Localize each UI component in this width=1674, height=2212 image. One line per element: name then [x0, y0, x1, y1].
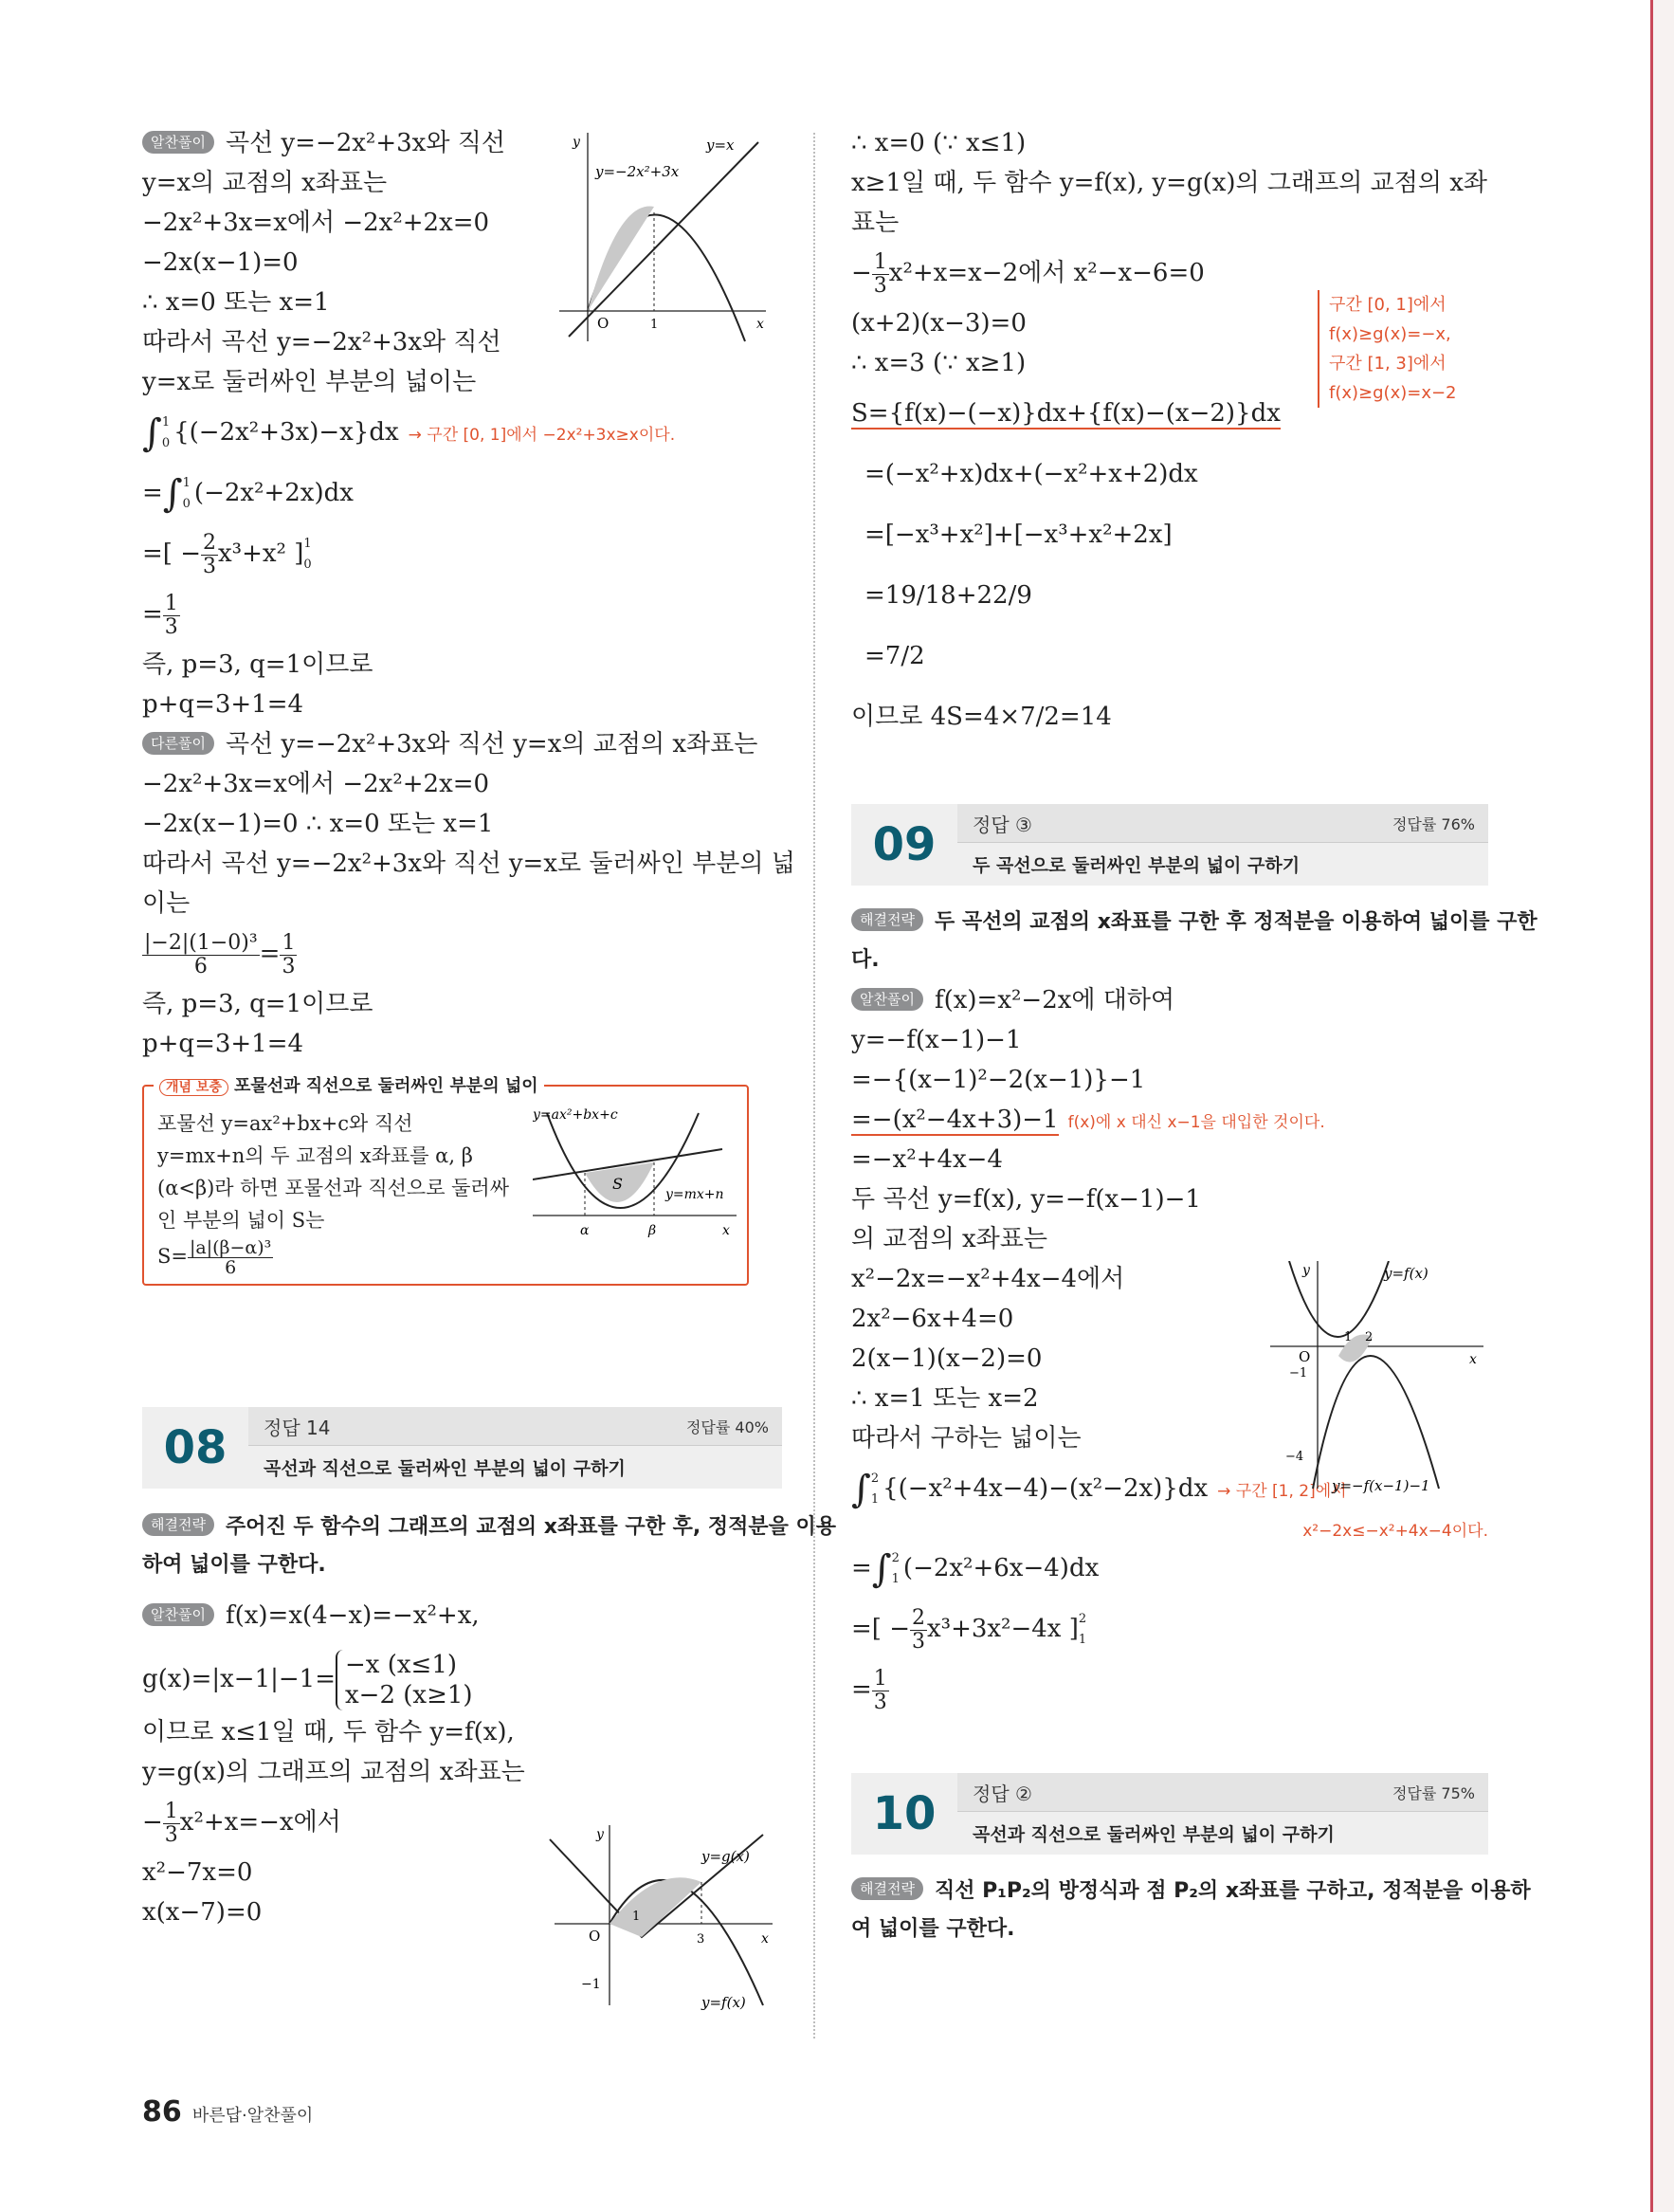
- f-definition: f(x)=x(4−x)=−x²+x,: [225, 1601, 480, 1630]
- problem-number: 08: [163, 1421, 227, 1474]
- beta-label: β: [648, 1223, 657, 1238]
- region-label: S: [612, 1175, 623, 1193]
- tick-label: 1: [632, 1910, 641, 1924]
- answer-label: 정답 ③: [973, 814, 1032, 836]
- strategy-text: 주어진 두 함수의 그래프의 교점의 x좌표를 구한 후, 정적분을 이용: [225, 1515, 837, 1539]
- text-line: p+q=3+1=4: [142, 690, 304, 719]
- text-line: 곡선 y=−2x²+3x와 직선: [225, 129, 505, 157]
- strategy-badge: 해결전략: [142, 1513, 214, 1536]
- tick-label: 3: [697, 1932, 705, 1947]
- concept-box-title: 개념 보충 포물선과 직선으로 둘러싸인 부분의 넓이: [154, 1072, 544, 1097]
- area-step: =19/18+22/9: [864, 581, 1032, 610]
- integral-line: ∫ 1 0 {(−2x²+3x)−x}dx → 구간 [0, 1]에서 −2x²+3x≥x이다.: [142, 411, 676, 455]
- strategy-text: 여 넓이를 구한다.: [851, 1917, 1015, 1941]
- line-label: y=x: [706, 137, 735, 154]
- text-line: x≥1일 때, 두 함수 y=f(x), y=g(x)의 그래프의 교점의 x좌: [851, 169, 1488, 197]
- text-line: 인 부분의 넓이 S는: [157, 1209, 325, 1232]
- solution-badge: 알찬풀이: [142, 131, 214, 154]
- y-axis-label: y: [596, 1827, 604, 1842]
- text-line: x(x−7)=0: [142, 1898, 263, 1927]
- x-axis-label: x: [1469, 1352, 1477, 1367]
- strategy-text: 하여 넓이를 구한다.: [142, 1553, 326, 1577]
- correct-rate: 정답률 40%: [685, 1418, 769, 1436]
- area-step: =7/2: [864, 642, 925, 670]
- page-footer: [142, 2095, 313, 2129]
- column-divider: [813, 133, 815, 2038]
- solution-badge: 알찬풀이: [142, 1603, 214, 1626]
- concept-line-label: y=mx+n: [665, 1187, 724, 1202]
- text-line: y=g(x)의 그래프의 교점의 x좌표는: [142, 1758, 525, 1786]
- text-line: −2x(x−1)=0 ∴ x=0 또는 x=1: [142, 810, 494, 838]
- tick-label: 1: [1344, 1330, 1353, 1344]
- concept-curve-label: y=ax²+bx+c: [533, 1107, 618, 1123]
- problem-09-header: [851, 804, 1488, 886]
- text-line: 따라서 곡선 y=−2x²+3x와 직선 y=x로 둘러싸인 부분의 넓: [142, 850, 795, 878]
- page-edge-tab: [1650, 0, 1674, 2212]
- text-line: p+q=3+1=4: [142, 1030, 304, 1058]
- y-axis-label: y: [1302, 1263, 1310, 1278]
- problem-title: 곡선과 직선으로 둘러싸인 부분의 넓이 구하기: [973, 1824, 1335, 1845]
- problem-title: 두 곡선으로 둘러싸인 부분의 넓이 구하기: [973, 855, 1301, 876]
- text-line: 두 곡선 y=f(x), y=−f(x−1)−1: [851, 1185, 1201, 1214]
- f-label: y=f(x): [1384, 1265, 1428, 1282]
- strategy-badge: 해결전략: [851, 908, 923, 931]
- origin-label: O: [597, 315, 610, 332]
- tick-label: −4: [1285, 1450, 1304, 1464]
- page-number: 86: [142, 2095, 182, 2129]
- tick-label: −1: [1289, 1366, 1308, 1380]
- f-label: y=f(x): [701, 1994, 746, 2011]
- result-step: = $\frac{1}{3}$: [142, 591, 178, 639]
- strategy-badge: 해결전략: [851, 1877, 923, 1900]
- answer-label: 정답 14: [264, 1417, 331, 1439]
- graph-problem-08: [545, 1825, 777, 2015]
- alt-solution-badge: 다른풀이: [142, 732, 214, 755]
- left-column: [142, 123, 837, 1932]
- text-line: 의 교점의 x좌표는: [851, 1225, 1048, 1253]
- x-axis-label: x: [722, 1223, 730, 1238]
- problem-08-header: [142, 1407, 782, 1489]
- integral-step: =∫ 2 1 (−2x²+6x−4)dx: [851, 1547, 1100, 1591]
- text-line: x²−7x=0: [142, 1858, 253, 1887]
- origin-label: O: [589, 1928, 601, 1945]
- text-line: 이므로 x≤1일 때, 두 함수 y=f(x),: [142, 1718, 515, 1746]
- text-line: y=x로 둘러싸인 부분의 넓이는: [142, 368, 477, 396]
- text-line: y=−f(x−1)−1: [851, 1026, 1022, 1054]
- strategy-text: 직선 P₁P₂의 방정식과 점 P₂의 x좌표를 구하고, 정적분을 이용하: [934, 1879, 1531, 1903]
- text-line: 따라서 구하는 넓이는: [851, 1424, 1082, 1453]
- solution-badge: 알찬풀이: [851, 988, 923, 1011]
- text-line: 2(x−1)(x−2)=0: [851, 1344, 1043, 1373]
- text-line: y=x의 교점의 x좌표는: [142, 169, 388, 197]
- integral-note: x²−2x≤−x²+4x−4이다.: [1302, 1522, 1488, 1541]
- text-line: −2x²+3x=x에서 −2x²+2x=0: [142, 209, 490, 237]
- text-line: −2x²+3x=x에서 −2x²+2x=0: [142, 770, 490, 798]
- x-axis-label: x: [761, 1931, 769, 1947]
- alt-fraction: $\frac{\text{|−2|(1−0)³}}{6}$ = $\frac{1}{3}$: [144, 930, 296, 978]
- text-line: =−x²+4x−4: [851, 1145, 1003, 1174]
- text-line: ∴ x=1 또는 x=2: [851, 1384, 1039, 1413]
- eq-line: − $\frac{1}{3}$ x²+x=x−2에서 x²−x−6=0: [851, 249, 1205, 298]
- text-line: x²−2x=−x²+4x−4에서: [851, 1265, 1125, 1293]
- text-line: 따라서 곡선 y=−2x²+3x와 직선: [142, 328, 501, 356]
- g-definition: g(x)=|x−1|−1= −x (x≤1) x−2 (x≥1): [142, 1651, 473, 1709]
- bracket-step: =[ − $\frac{2}{3}$ x³+x² ] 1 0: [142, 530, 312, 578]
- result-step: = $\frac{1}{3}$: [851, 1666, 887, 1714]
- text-line: 즉, p=3, q=1이므로: [142, 990, 373, 1018]
- concept-graph: [533, 1104, 741, 1260]
- tick-label: 2: [1365, 1330, 1374, 1344]
- problem-title: 곡선과 직선으로 둘러싸인 부분의 넓이 구하기: [264, 1458, 626, 1479]
- origin-label: O: [1299, 1348, 1311, 1365]
- area-expression: S={f(x)−(−x)}dx+{f(x)−(x−2)}dx: [851, 399, 1281, 428]
- answer-label: 정답 ②: [973, 1782, 1032, 1805]
- correct-rate: 정답률 75%: [1392, 1784, 1475, 1802]
- tick-label: −1: [581, 1977, 601, 1992]
- curve-label: y=−2x²+3x: [595, 163, 680, 180]
- book-label: 바른답·알찬풀이: [191, 2106, 314, 2126]
- tick-label: 1: [650, 318, 659, 332]
- graph-problem-09: [1270, 1261, 1488, 1498]
- concept-formula: S= $\frac{\text{|a|(β−α)³}}{6}$: [157, 1237, 272, 1278]
- alpha-label: α: [580, 1223, 590, 1238]
- strategy-text: 두 곡선의 교점의 x좌표를 구한 후 정적분을 이용하여 넓이를 구한: [934, 910, 1538, 934]
- y-axis-label: y: [573, 135, 580, 150]
- correct-rate: 정답률 76%: [1392, 815, 1475, 833]
- text-line: 2x²−6x+4=0: [851, 1305, 1014, 1333]
- text-line: −2x(x−1)=0: [142, 248, 299, 277]
- area-step: =(−x²+x)dx+(−x²+x+2)dx: [864, 460, 1198, 488]
- text-line: ∴ x=3 (∵ x≥1): [851, 349, 1027, 377]
- integral-step: =∫ 1 0 (−2x²+2x)dx: [142, 472, 354, 516]
- text-line: 곡선 y=−2x²+3x와 직선 y=x의 교점의 x좌표는: [225, 730, 758, 759]
- text-line: (α<β)라 하면 포물선과 직선으로 둘러싸: [157, 1177, 510, 1199]
- g-label: y=−f(x−1)−1: [1332, 1477, 1430, 1494]
- text-line: 이는: [142, 889, 191, 918]
- text-line: ∴ x=0 또는 x=1: [142, 288, 330, 317]
- area-step: =[−x³+x²]+[−x³+x²+2x]: [864, 521, 1173, 549]
- text-line: (x+2)(x−3)=0: [851, 309, 1027, 338]
- eq-line: − $\frac{1}{3}$ x²+x=−x에서: [142, 1799, 341, 1847]
- text-line: 표는: [851, 209, 900, 237]
- graph-curve-line: [559, 133, 773, 351]
- text-line: y=mx+n의 두 교점의 x좌표를 α, β: [157, 1144, 473, 1167]
- strategy-text: 다.: [851, 948, 880, 972]
- interval-note: 구간 [0, 1]에서 f(x)≥g(x)=−x, 구간 [1, 3]에서 f(x)≥g(x)=x−2: [1318, 290, 1500, 408]
- x-axis-label: x: [756, 317, 764, 332]
- text-line: f(x)=x²−2x에 대하여: [934, 986, 1175, 1015]
- integral-line: ∫ 2 1 {(−x²+4x−4)−(x²−2x)}dx → 구간 [1, 2]에서: [851, 1468, 1347, 1511]
- problem-number: 10: [872, 1787, 937, 1840]
- bracket-step: =[ − $\frac{2}{3}$ x³+3x²−4x ] 2 1: [851, 1605, 1087, 1654]
- text-line: ∴ x=0 (∵ x≤1): [851, 129, 1027, 157]
- text-line: =−{(x−1)²−2(x−1)}−1: [851, 1066, 1146, 1094]
- text-line: 즉, p=3, q=1이므로: [142, 650, 373, 679]
- text-line: 포물선 y=ax²+bx+c와 직선: [157, 1112, 413, 1135]
- concept-box: [142, 1076, 749, 1286]
- text-line: =−(x²−4x+3)−1 f(x)에 x 대신 x−1을 대입한 것이다.: [851, 1106, 1325, 1134]
- final-line: 이므로 4S=4×7/2=14: [851, 703, 1112, 731]
- problem-10-header: [851, 1773, 1488, 1855]
- problem-number: 09: [872, 818, 937, 871]
- g-label: y=g(x): [701, 1848, 750, 1865]
